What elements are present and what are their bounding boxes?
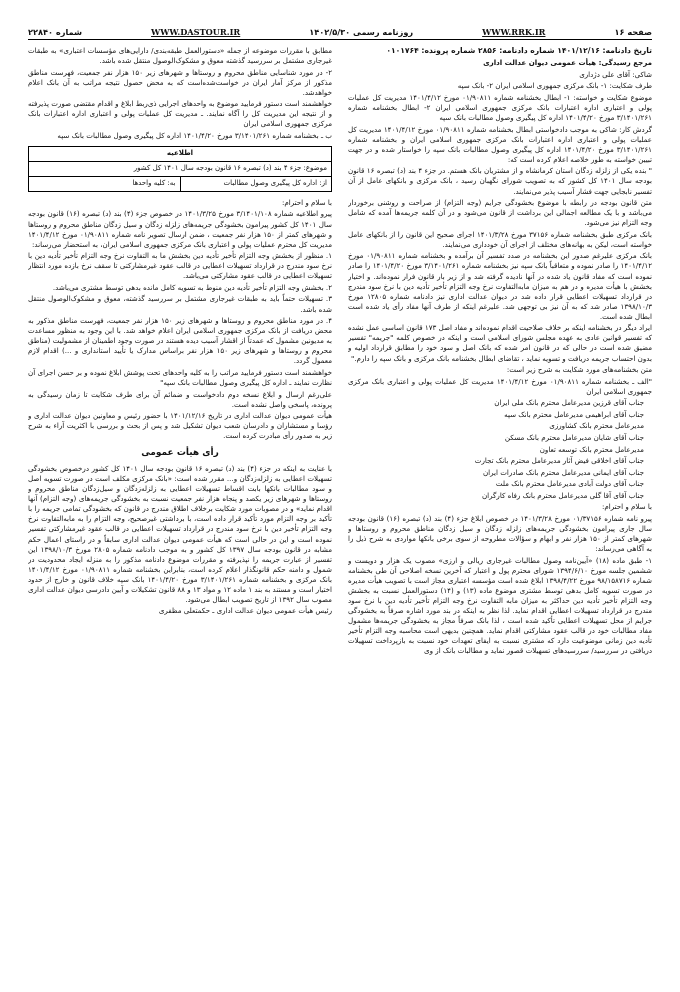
- paragraph: جناب آقای قرزین مدیرعامل محترم بانک ملی ایران: [494, 398, 644, 408]
- paragraph: متن بخشنامه‌های مورد شکایت به شرح زیر است:: [506, 365, 652, 375]
- notice-from-to: [29, 177, 331, 191]
- paragraph: جناب آقای اخلاقی فیض آثار مدیرعامل محترم بانک تجارت: [474, 456, 644, 466]
- rrk-site-link[interactable]: WWW.RRK.IR: [482, 27, 546, 38]
- paragraph: ۲. بخشش وجه التزام تأخیر تأدیه دین منوط به تسویه کامل مانده بدهی توسط مشتری می‌باشد.: [52, 282, 332, 292]
- paragraph: متن قانون بودجه در رابطه با موضوع بخشودگی جرایم (وجه التزام) از صراحت و روشنی برخوردار می‌باشد و با یک مطالعه اجمالی این برداشت از قانون می‌شود و در آن کلمه جریمه‌ها آمده که شامل وجه التزام نیز می‌شود.: [348, 198, 652, 228]
- paragraph: ب ـ بخشنامه شماره ۳/۱۴۰۱/۲۶۱ مورخ ۱۴۰۱/۴/۲۰ اداره کل پیگیری وصول مطالبات بانک سپه: [57, 131, 332, 140]
- paragraph: با سلام و احترام:: [281, 197, 332, 207]
- paragraph: خواهشمند است دستور فرمایید مراتب را به کلیه واحدهای تحت پوشش ابلاغ نموده و بر حسن اجرای آن نظارت نمایند ـ اداره کل پیگیری وصول مطالبات بانک سپه": [28, 367, 332, 387]
- paragraph: ۱- طبق ماده (۱۸) «آیین‌نامه وصول مطالبات غیرجاری ریالی و ارزی» مصوب یک هزار و دویست و ششمین جلسه مورخ ۱۳۹۴/۶/۱۰ شورای محترم پول و اعتبار که آخرین نسخه اصلاحی آن طی بخشنامه شماره ۹۸/۱۵۸۷۱۶ مورخ ۱۳۹۸/۴/۲۲ ابلاغ شده است مؤسسه اعتباری مجاز است با تصویب هیأت مدیره در صورت تسویه کامل بدهی توسط مشتری موضوع ماده (۱۳) و (۱۴) دستورالعمل نسبت به بخشش وجه التزام تأخیر تأدیه دین حداکثر به میزان مابه التفاوت نرخ وجه التزام تأخیر تأدیه دین با نرخ سود مندرج در قرارداد تسهیلات اعطایی اقدام نماید. لذا نظر به اینکه در بند مورد اشاره صرفاً به بخشودگی جرایم از محل تسهیلات اعطایی تأکید شده است ، لذا بانک صرفاً مجاز به بخشودگی جریمه‌ها مشمول مفاد مطالبات خود در قالب عقود مشارکتی اقدام نماید. همچنین بدیهی است محاسبه وجه التزام تأخیر تأدیه دین زمانی موضوعیت دارد که مشتری نسبت به ایفای تعهدات خود نسبت به بازپرداخت تسهیلات دریافتی در سررسید/ سررسیدهای تسهیلات قصور نماید و مطالبات بانک از وی: [348, 555, 652, 656]
- notice-box: [28, 146, 332, 192]
- right-column: [348, 46, 652, 966]
- paragraph: خواهشمند است دستور فرمایید موضوع به واحدهای اجرایی ذی‌ربط ابلاغ و اقدام مقتضی صورت پذیرفته و از نتیجه این مدیریت کل را آگاه نمایند. ـ مدیریت کل عملیات پولی و اعتباری اداره اعتبارات بانک مرکزی جمهوری اسلامی ایران: [28, 99, 332, 129]
- verdict-body: [28, 464, 332, 616]
- notice-to: به: کلیه واحدها: [29, 177, 181, 191]
- paragraph: پیرو اطلاعیه شماره ۳/۱۴۰۱/۱۰۸ مورخ ۱۴۰۱/۳/۲۵ در خصوص جزء (۴) بند (د) تبصره (۱۶) قانون بودجه سال ۱۴۰۱ کل کشور پیرامون بخشودگی جریمه‌های زلزله زدگان و سیل زدگان مناطق محروم و روستاها و شهرهای کمتر از ۱۵۰ هزار نفر جمعیت ، ضمن ارسال تصویر نامه شماره ۰۱/۹۰۸۱۱ مورخ ۱۴۰۱/۴/۱۲ مدیریت کل محترم عملیات پولی و اعتباری بانک مرکزی جمهوری اسلامی ایران، به استحضار می‌رساند:: [28, 209, 332, 249]
- paragraph: تاریخ دادنامه: ۱۴۰۱/۱۲/۱۶ شماره دادنامه: ۲۸۵۶ شماره پرونده: ۰۱۰۱۷۶۴: [386, 46, 652, 55]
- two-columns: [28, 46, 652, 966]
- paragraph: علی‌رغم ارسال و ابلاغ نسخه دوم دادخواست و ضمائم آن برای طرف شکایت تا زمان رسیدگی به پرونده، پاسخی واصل نشده است.: [28, 389, 332, 409]
- paragraph: رئیس هیأت عمومی دیوان عدالت اداری ـ حکمتعلی مظفری: [158, 606, 332, 616]
- page-header: [28, 24, 652, 40]
- paragraph: جناب آقای شایان مدیرعامل محترم بانک مسکن: [504, 432, 644, 442]
- paragraph: ۴. در مورد مناطق محروم و روستاها و شهرهای زیر ۱۵۰ هزار نفر جمعیت، فهرست مناطق مذکور به محض دریافت از بانک مرکزی جمهوری اسلامی ایران اعلام خواهد شد. با این وجود به منظور مساعدت به مدیونین مشمول که عمدتاً از اقشار آسیب دیده هستند در صورت وجود اطمینان از مشمولیت (مناطق محروم و روستاها و شهرهای زیر ۱۵۰ هزار نفر براساس مدارک یا تأیید استانداری و ...) اقدام لازم معمول گردد.: [28, 316, 332, 366]
- paragraph: جناب آقای آقا گلی مدیرعامل محترم بانک رفاه کارگران: [481, 490, 644, 500]
- paragraph: ایراد دیگر در بخشنامه اینکه بر خلاف صلاحیت اقدام نموده‌اند و مفاد اصل ۱۷۳ قانون اساسی عمل نشده که تفسیر قوانین عادی به عهده مجلس شورای اسلامی است و اینکه در خصوص کلمه "جریمه" تفسیر مضیق شده است در حالی که در قانون امر شده که بانک اصل و سود خود را مطابق قرارداد اولیه و بدون احتساب جریمه دریافت و تسویه نماید ، تقاضای ابطال بخشنامه بانک مرکزی و بانک سپه را دارم.": [348, 323, 652, 363]
- paragraph: بانک مرکزی علیرغم صدور این بخشنامه در صدد تفسیر آن برآمده و بخشنامه شماره ۰۱/۹۰۸۱۱ مورخ ۱۴۰۱/۴/۱۲ را صادر نموده و متعاقباً بانک سپه نیز بخشنامه شماره ۳/۱۴۰۱/۲۶۱ مورخ ۱۴۰۱/۴/۲۰ را صادر نموده است که مفاد قانون یاد شده در آنها نادیده گرفته شد و از زیر بار قانون فرار نموده‌اند. و اختیار بخشش با هیأت مدیره و در هم به میزان مابه‌التفاوت نرخ وجه التزام تأخیر تأدیه دین با نرخ سود مندرج در قرارداد تسهیلات اعطایی قرار داده شد در دیوان عدالت اداری نیز دادنامه شماره ۱۲۸۰۵ مورخ ۱۳۹۸/۱۰/۳ صادر شد که به آن نیز بی توجهی شد. علیرغم اینکه از طرف آنها مفاد رأی یاد شده است ابطال شده است.: [348, 251, 652, 321]
- paragraph: جناب آقای ایمانی مدیرعامل محترم بانک صادرات ایران: [482, 467, 644, 477]
- paragraph: " بنده یکی از زلزله زدگان استان کرمانشاه و از مشتریان بانک هستم. در جزء ۴ بند (د) تبصره ۱۶ قانون بودجه سال ۱۴۰۱ کل کشور که به تصویب شورای نگهبان رسید ، بانک مرکزی و بانکهای عامل از آن تفسیر نابجایی جهت فشار آسیب پذیر می‌نمایند.: [348, 166, 652, 196]
- paragraph: موضوع شکایت و خواسته: ۱- ابطال بخشنامه شماره ۰۱/۹۰۸۱۱ مورخ ۱۴۰۱/۴/۱۲ مدیریت کل عملیات پولی و اعتباری اداره اعتبارات بانک مرکزی جمهوری اسلامی ایران ۲- ابطال بخشنامه شماره ۳/۱۴۰۱/۲۶۱ مورخ ۱۴۰۱/۴/۲۰ اداره کل پیگیری وصول مطالبات بانک سپه: [348, 92, 652, 123]
- issue-number: شماره ۲۲۸۴۰: [28, 27, 83, 38]
- paragraph: گردش کار: شاکی به موجب دادخواستی ابطال بخشنامه شماره ۰۱/۹۰۸۱۱ مورخ ۱۴۰۱/۴/۱۲ مدیریت کل عملیات پولی و اعتباری اداره اعتبارات بانک مرکزی جمهوری اسلامی ایران و بخشنامه شماره ۳/۱۴۰۱/۲۶۱ مورخ ۱۴۰۱/۴/۲۰ اداره کل پیگیری وصول مطالبات بانک سپه را خواستار شده و در جهت تبیین خواسته به طور خلاصه اعلام کرده است که:: [348, 124, 652, 164]
- left-column: [28, 46, 332, 966]
- paragraph: پیرو نامه شماره ۰۱/۳۷۱۵۶ مورخ ۱۴۰۱/۳/۲۸ در خصوص ابلاغ جزء (۴) بند (د) تبصره (۱۶) قانون بودجه سال جاری پیرامون بخشودگی جریمه‌های زلزله زدگان و سیل زدگان مناطق محروم و روستاها و شهرهای کمتر از ۱۵۰ هزار نفر و ابهام و سؤالات مطروحه از سوی برخی بانکها مواردی به شرح ذیل را به آگاهی می‌رساند:: [348, 513, 652, 554]
- paragraph: ۲- در مورد شناسایی مناطق محروم و روستاها و شهرهای زیر ۱۵۰ هزار نفر جمعیت، فهرست مناطق مذکور از مرکز آمار ایران در خواست‌شده‌است که به محض حصول نتیجه مراتب به آن بانک اعلام خواهدشد.: [28, 67, 332, 97]
- notice-from: از: اداره کل پیگیری وصول مطالبات: [223, 178, 327, 187]
- paragraph: جناب آقای ابراهیمی مدیرعامل محترم بانک سپه: [504, 409, 644, 419]
- paragraph: بانک مرکزی طبق بخشنامه شماره ۳۷۱۵۶ مورخ ۱۴۰۱/۳/۲۸ اجرای صحیح این قانون را از بانکهای عامل خواسته است، لیکن به بهانه‌های مختلف از اجرای آن خودداری می‌نمایند.: [348, 229, 652, 249]
- page-number: صفحه ۱۶: [614, 27, 652, 38]
- paragraph: با عنایت به اینکه در جزء (۴) بند (د) تبصره ۱۶ قانون بودجه سال ۱۴۰۱ کل کشور درخصوص بخشودگی تسهیلات اعطایی به زلزله‌زدگان و... مقرر شده است: «بانک مرکزی مکلف است در صورت تسویه اصل و سود مطالبات بانکها بابت اقساط تسهیلات اعطایی به زلزله‌زدگان و سیل‌زدگان مناطق محروم و روستاها و شهرهای زیر یکصد و پنجاه هزار نفر جمعیت نسبت به بخشودگی جریمه‌های (وجه التزام) آنها اقدام نماید» و در مصوبات مورد شکایت برخلاف اطلاق مندرج در قانون که بخشودگی تمامی جریمه را با تأکید بر وجه التزام مورد تأکید قرار داده است، با برداشتی غیرصحیح، وجه التزام را به مابه‌التفاوت نرخ وجه التزام تأخیر دین با نرخ سود مندرج در قرارداد تسهیلات اعطایی در قالب عقود غیرمشارکتی تفسیر نموده است و این در حالی است که هیأت عمومی دیوان عدالت اداری سابقاً و در راستای اعمال حکم مشابه در قانون بودجه سال ۱۳۹۷ کل کشور و به موجب دادنامه شماره ۲۸۰۵ مورخ ۱۳۹۸/۱۰/۳ این تفسیر از عبارت جریمه را نپذیرفته و مقررات موضوع دادنامه مذکور را به منزله ایجاد محدودیت در شمول و دامنه حکم قانونگذار اعلام کرده است، بنابراین بخشنامه شماره ۰۱/۹۰۸۱۱ مورخ ۱۴۰۱/۴/۱۲ بانک مرکزی و بخشنامه شماره ۳/۱۴۰۱/۲۶۱ مورخ ۱۴۰۱/۴/۲۰ بانک سپه خلاف قانون و خارج از حدود اختیار است و مستند به بند ۱ ماده ۱۲ و مواد ۱۳ و ۸۸ قانون تشکیلات و آیین دادرسی دیوان عدالت اداری مصوب سال ۱۳۹۲ از تاریخ تصویب ابطال می‌شود.: [28, 464, 332, 604]
- paragraph: با سلام و احترام:: [601, 502, 652, 512]
- paragraph: "الف ـ بخشنامه شماره ۰۱/۹۰۸۱۱ مورخ ۱۴۰۱/۴/۱۲ مدیریت کل عملیات پولی و اعتباری بانک مرکزی جمهوری اسلامی ایران: [348, 376, 652, 396]
- gazette-page: [28, 24, 652, 974]
- left-column-bottom: [28, 198, 332, 441]
- paragraph: شاکی: آقای علی دژداری: [579, 69, 652, 79]
- paragraph: مطابق با مقررات موضوعه از جمله «دستورالعمل طبقه‌بندی/ دارایی‌های مؤسسات اعتباری» به طبقات غیرجاری مشتمل بر سررسید گذشته معوق و مشکوک‌الوصول منتقل شده باشد.: [28, 46, 332, 66]
- dastour-site-link[interactable]: WWW.DASTOUR.IR: [151, 27, 241, 38]
- notice-subject: موضوع: جزء ۴ بند (د) تبصره ۱۶ قانون بودجه سال ۱۴۰۱ کل کشور: [29, 162, 331, 177]
- paragraph: مدیرعامل محترم بانک کشاورزی: [549, 421, 644, 431]
- notice-title: اطلاعیه: [29, 147, 331, 162]
- paragraph: ۱. منظور از بخشش وجه التزام تأخیر تأدیه دین بخشش ما به التفاوت نرخ وجه التزام تأخیر تأدیه دین با نرخ سود مندرج در قرارداد تسهیلات اعطایی در قالب عقود غیرمشارکتی تا سقف نرخ بازده مورد انتظار تسهیلات اعطایی در قالب عقود مشارکتی می‌باشد.: [28, 251, 332, 281]
- left-column-top: [28, 46, 332, 141]
- gazette-date: روزنامه رسمی ۱۴۰۲/۵/۳۰: [309, 27, 414, 38]
- verdict-title: رأی هیأت عمومی: [141, 448, 219, 459]
- paragraph: جناب آقای دولت آبادی مدیرعامل محترم بانک ملت: [495, 479, 644, 489]
- paragraph: طرف شکایت: ۱- بانک مرکزی جمهوری اسلامی ایران ۲- بانک سپه: [457, 81, 652, 91]
- paragraph: مرجع رسیدگی: هیأت عمومی دیوان عدالت اداری: [483, 58, 652, 68]
- paragraph: مدیرعامل محترم بانک توسعه تعاون: [539, 444, 644, 454]
- paragraph: هیأت عمومی دیوان عدالت اداری در تاریخ ۱۴۰۱/۱۲/۱۶ با حضور رئیس و معاونین دیوان عدالت اداری و رؤسا و مستشاران و دادرسان شعب دیوان تشکیل شد و پس از بحث و بررسی با اکثریت آراء به شرح زیر به صدور رأی مبادرت کرده است.: [28, 411, 332, 441]
- paragraph: ۳. تسهیلات حتماً باید به طبقات غیرجاری مشتمل بر سررسید گذشته، معوق و مشکوک‌الوصول منتقل شده باشد.: [28, 294, 332, 314]
